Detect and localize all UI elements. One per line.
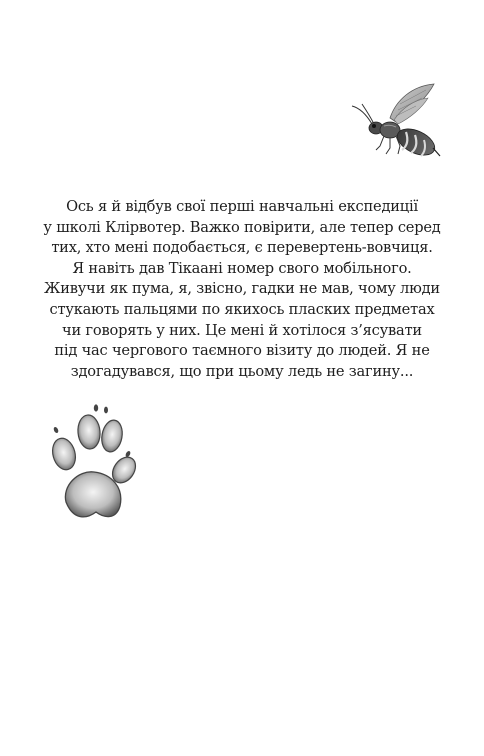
intro-paragraph [40, 197, 444, 382]
text-line: тих, хто мені подобається, є перевертень-вовчиця. [51, 239, 433, 257]
text-line: чи говорять у них. Це мені й хотілося з’ясувати [62, 321, 422, 339]
text-line: у школі Клірвотер. Важко повірити, але тепер серед [43, 218, 441, 236]
text-line: Живучи як пума, я, звісно, гадки не мав, чому люди [44, 280, 440, 298]
text-line: стукають пальцями по якихось пласких предметах [49, 300, 435, 318]
paw-print-icon [44, 402, 140, 526]
text-line: під час чергового таємного візиту до людей. Я не [54, 342, 430, 360]
text-line: Я навіть дав Тікаані номер свого мобільного. [72, 259, 412, 277]
text-line: здогадувався, що при цьому ледь не загину... [70, 362, 414, 380]
wasp-icon [350, 80, 446, 164]
text-line: Ось я й відбув свої перші навчальні експедиції [66, 198, 418, 215]
